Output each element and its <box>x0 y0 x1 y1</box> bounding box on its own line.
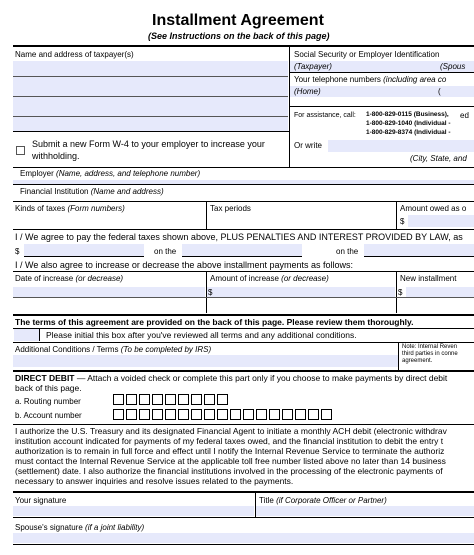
new-installment-field[interactable] <box>406 287 474 297</box>
spouse-top-line <box>13 517 474 518</box>
account-digit-box[interactable] <box>282 409 293 420</box>
account-digit-box[interactable] <box>139 409 150 420</box>
form-subtitle: (See Instructions on the back of this page) <box>148 31 330 41</box>
auth-line-5: (settlement) date. I also authorize the financial institutions involved in the processing of the electronic payments of <box>15 466 443 476</box>
note-divider <box>398 342 399 370</box>
increase-top-line <box>13 271 474 272</box>
account-digit-box[interactable] <box>165 409 176 420</box>
form-top-border <box>13 45 474 47</box>
form-title: Installment Agreement <box>152 12 324 29</box>
account-digit-box[interactable] <box>178 409 189 420</box>
w4-text-2: withholding. <box>32 151 80 161</box>
account-digit-box[interactable] <box>295 409 306 420</box>
routing-digit-box[interactable] <box>217 394 228 405</box>
amount-owed-label: Amount owed as o <box>400 204 467 213</box>
date-increase-label: Date of increase (or decrease) <box>15 274 124 283</box>
w4-top-line <box>13 131 289 132</box>
title-label: Title (if Corporate Officer or Partner) <box>259 496 387 505</box>
agreement-day-underline-1 <box>182 256 302 257</box>
account-number-label: b. Account number <box>15 411 82 420</box>
account-digit-box[interactable] <box>113 409 124 420</box>
account-digit-box[interactable] <box>126 409 137 420</box>
taxes-divider-2 <box>396 201 397 229</box>
additional-top-line <box>13 342 474 343</box>
routing-digit-box[interactable] <box>165 394 176 405</box>
ssn-taxpayer-label: (Taxpayer) <box>294 62 332 71</box>
phone-home-label: (Home) <box>294 87 321 96</box>
phone-label: Your telephone numbers (including area co <box>294 75 447 84</box>
agreement-day-underline-2 <box>364 256 474 257</box>
agreement-line-1: I / We agree to pay the federal taxes shown above, PLUS PENALTIES AND INTEREST PROVIDED BY LAW, as <box>15 232 463 242</box>
agreement-dollar: $ <box>15 247 20 256</box>
terms-top-line <box>13 314 474 316</box>
agreement-line-2: I / We also agree to increase or decrease the above installment payments as follows: <box>15 260 354 270</box>
financial-label: Financial Institution (Name and address) <box>20 187 164 196</box>
assist-phone-3: 1-800-829-8374 (Individual - <box>366 129 451 136</box>
w4-checkbox[interactable] <box>16 146 25 155</box>
your-signature-label: Your signature <box>15 496 67 505</box>
direct-debit-line-2: back of this page. <box>15 383 82 393</box>
kinds-of-taxes-label: Kinds of taxes (Form numbers) <box>15 204 125 213</box>
initial-box[interactable] <box>14 329 40 341</box>
signature-top-line <box>13 491 474 493</box>
routing-digit-box[interactable] <box>139 394 150 405</box>
ssn-bottom-line <box>290 72 474 73</box>
taxpayer-name-label: Name and address of taxpayer(s) <box>15 50 134 59</box>
agreement-on-the-1: on the <box>154 247 177 256</box>
agreement-on-the-2: on the <box>336 247 359 256</box>
account-digit-box[interactable] <box>243 409 254 420</box>
assist-trail: ed <box>460 111 469 120</box>
note-line-2: third parties in conne <box>402 351 458 357</box>
w4-text-1: Submit a new Form W-4 to your employer to increase your <box>32 139 265 149</box>
direct-debit-top-line <box>13 370 474 372</box>
auth-line-2: institution account indicated for payments of my federal taxes owed, and the financial institution to debit the entry t <box>15 436 444 446</box>
auth-top-line <box>13 424 474 425</box>
assist-phone-1: 1-800-829-0115 (Business), <box>366 111 449 118</box>
amount-increase-dollar: $ <box>208 288 213 297</box>
form-bottom-line <box>13 544 474 545</box>
account-digit-box[interactable] <box>191 409 202 420</box>
increase-divider-2 <box>396 271 397 313</box>
routing-digit-box[interactable] <box>152 394 163 405</box>
routing-digit-box[interactable] <box>113 394 124 405</box>
ssn-spouse-label: (Spous <box>440 62 466 71</box>
write-label: Or write <box>294 141 322 150</box>
auth-line-1: I authorize the U.S. Treasury and its designated Financial Agent to initiate a monthly ACH debit (electronic withdrav <box>15 426 447 436</box>
new-installment-label: New installment <box>400 274 457 283</box>
name-line-2 <box>13 96 288 97</box>
city-state-label: (City, State, and <box>410 154 467 163</box>
additional-field[interactable] <box>13 355 398 367</box>
agreement-top-line <box>13 229 474 230</box>
auth-line-4: must contact the Internal Revenue Service at the applicable toll free number listed above no later than 14 business <box>15 456 446 466</box>
routing-number-label: a. Routing number <box>15 397 81 406</box>
account-digit-box[interactable] <box>217 409 228 420</box>
account-digit-box[interactable] <box>256 409 267 420</box>
routing-digit-box[interactable] <box>191 394 202 405</box>
employer-top-line <box>13 167 474 168</box>
taxes-divider-1 <box>206 201 207 229</box>
your-signature-field[interactable] <box>13 506 254 516</box>
spouse-signature-field[interactable] <box>13 533 474 543</box>
routing-digit-box[interactable] <box>178 394 189 405</box>
auth-line-6: necessary to answer inquiries and resolve issues related to the payments. <box>15 476 294 486</box>
direct-debit-heading: DIRECT DEBIT — Attach a voided check or complete this part only if you choose to make payments by direct debit <box>15 373 448 383</box>
increase-mid-line <box>13 297 474 298</box>
assist-label: For assistance, call: <box>294 112 356 119</box>
routing-digit-box[interactable] <box>204 394 215 405</box>
note-line-3: agreement. <box>402 358 433 364</box>
agreement-amount-underline <box>24 256 144 257</box>
spouse-signature-label: Spouse's signature (if a joint liability) <box>15 523 145 532</box>
agreement-day-field-1[interactable] <box>182 244 302 256</box>
agreement-day-field-2[interactable] <box>364 244 474 256</box>
phone-bottom-line <box>290 106 474 107</box>
account-digit-box[interactable] <box>308 409 319 420</box>
new-installment-dollar: $ <box>398 288 403 297</box>
tax-periods-label: Tax periods <box>210 204 251 213</box>
financial-top-line <box>13 184 474 185</box>
agreement-amount-field[interactable] <box>24 244 144 256</box>
name-line-3 <box>13 116 288 117</box>
date-increase-field[interactable] <box>13 287 205 297</box>
amount-owed-field[interactable] <box>408 215 474 227</box>
amount-increase-field[interactable] <box>207 287 395 297</box>
amount-owed-dollar: $ <box>400 217 405 226</box>
account-digit-box[interactable] <box>204 409 215 420</box>
auth-line-3: authorization is to remain in full force and effect until I notify the Internal Revenue Service to terminate the authoriz <box>15 446 445 456</box>
employer-label: Employer (Name, address, and telephone number) <box>20 169 201 178</box>
ssn-label: Social Security or Employer Identification <box>294 50 440 59</box>
terms-bold-text: The terms of this agreement are provided on the back of this page. Please review them thoroughly. <box>15 317 414 327</box>
account-digit-box[interactable] <box>269 409 280 420</box>
account-digit-box[interactable] <box>152 409 163 420</box>
name-line-1 <box>13 76 288 77</box>
initial-top-line <box>13 328 474 329</box>
initial-text: Please initial this box after you've reviewed all terms and any additional conditions. <box>46 330 357 340</box>
account-digit-box[interactable] <box>230 409 241 420</box>
account-digit-box[interactable] <box>321 409 332 420</box>
title-field[interactable] <box>256 506 474 516</box>
note-line-1: Note: Internal Reven <box>402 344 458 350</box>
write-field[interactable] <box>328 140 474 152</box>
taxes-top-line <box>13 201 474 202</box>
amount-increase-label: Amount of increase (or decrease) <box>210 274 329 283</box>
phone-home-trail: ( <box>438 87 441 96</box>
routing-digit-box[interactable] <box>126 394 137 405</box>
additional-label: Additional Conditions / Terms (To be completed by IRS) <box>15 345 212 354</box>
assist-phone-2: 1-800-829-1040 (Individual - <box>366 120 451 127</box>
